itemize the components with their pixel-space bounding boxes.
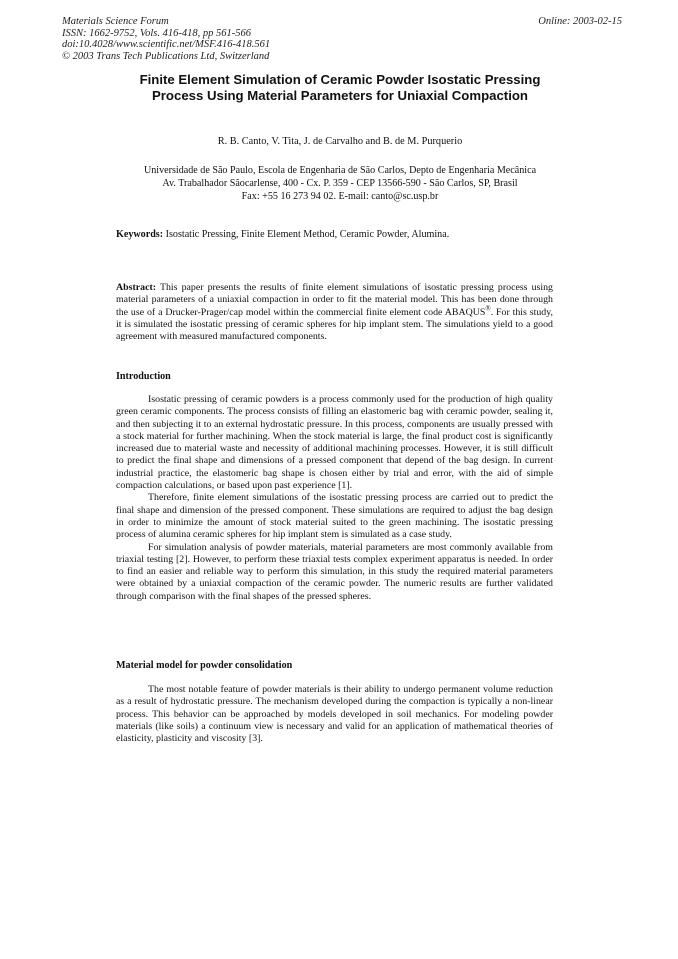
- introduction-body: [116, 394, 553, 603]
- registered-mark: ®: [485, 304, 491, 313]
- abstract-label: Abstract:: [116, 282, 157, 293]
- material-model-body: [116, 684, 553, 745]
- affiliation-contact: Fax: +55 16 273 94 02. E-mail: canto@sc.usp.br: [241, 191, 439, 203]
- keywords: [116, 229, 556, 240]
- abstract: [116, 282, 553, 343]
- journal-issn: ISSN: 1662-9752, Vols. 416-418, pp 561-566: [62, 27, 251, 39]
- journal-header: [62, 16, 622, 62]
- authors: R. B. Canto, V. Tita, J. de Carvalho and B. de M. Purquerio: [217, 136, 463, 147]
- affiliation-line-2: Av. Trabalhador Sãocarlense, 400 - Cx. P. 359 - CEP 13566-590 - São Carlos, SP, Brasil: [162, 178, 518, 190]
- section-heading-material-model: Material model for powder consolidation: [116, 660, 293, 671]
- paper-title: [100, 72, 580, 104]
- abstract-text-a: This paper presents the results of finite element simulations of isostatic pressing process using material parameters of a uniaxial compaction in order to fit the material model. This has been done through the use of a Drucker-Prager/cap model within the commercial finite element code ABAQUS: [116, 282, 553, 318]
- section-heading-introduction: Introduction: [116, 371, 171, 382]
- journal-name: Materials Science Forum: [62, 16, 169, 27]
- intro-paragraph-2: Therefore, finite element simulations of the isostatic pressing process are carried out to predict the final shape and dimension of the pressed component. These simulations are required to adjust the bag design in order to minimize the amount of stock material suited to the green machining. The isostatic pressing process of alumina ceramic spheres for hip implant stem is simulated as a case study.: [116, 492, 553, 541]
- keywords-label: Keywords:: [116, 229, 164, 240]
- intro-paragraph-3: For simulation analysis of powder materials, material parameters are most commonly available from triaxial testing [2]. However, to perform these triaxial tests complex experiment apparatus is needed. In order to find an easier and reliable way to perform this simulation, in this study the required material parameters were obtained by a uniaxial compaction of the ceramic powder. The numeric results are further validated through comparison with the final shapes of the pressed spheres.: [116, 541, 553, 602]
- journal-copyright: © 2003 Trans Tech Publications Ltd, Switzerland: [62, 50, 270, 62]
- intro-paragraph-1: Isostatic pressing of ceramic powders is a process commonly used for the production of high quality green ceramic components. The process consists of filling an elastomeric bag with ceramic powder, sealing it, and then subjecting it to an external hydrostatic pressure. In this process, components are usually pressed with a stock material for further machining. When the stock material is large, the final product cost is significantly increased due to material waste and necessity of additional machining processes. However, it is still difficult to predict the final shape and dimensions of a pressed component that depend of the bag design. In current industrial practice, the elastomeric bag shape is chosen either by trial and error, with the aid of simple compaction calculations, or based upon past experience [1].: [116, 394, 553, 492]
- material-paragraph-1: The most notable feature of powder materials is their ability to undergo permanent volume reduction as a result of hydrostatic pressure. The mechanism developed during the compaction is typically a non-linear process. This behavior can be approached by models developed in soil mechanics. For modeling powder materials (like soils) a continuum view is necessary and valid for an application of mathematical theories of elasticity, plasticity and viscosity [3].: [116, 684, 553, 745]
- online-date: Online: 2003-02-15: [538, 16, 622, 27]
- journal-doi: doi:10.4028/www.scientific.net/MSF.416-418.561: [62, 39, 271, 51]
- abstract-text-b: . For this study, it is simulated the isostatic pressing of ceramic spheres for hip implant stem. The simulations yield to a good agreement with measured manufactured components.: [116, 306, 553, 343]
- title-line-2: Process Using Material Parameters for Uniaxial Compaction: [152, 88, 528, 103]
- title-line-1: Finite Element Simulation of Ceramic Powder Isostatic Pressing: [139, 72, 541, 87]
- affiliation-line-1: Universidade de São Paulo, Escola de Engenharia de São Carlos, Depto de Engenharia Mecânica: [143, 165, 537, 176]
- affiliation: [80, 164, 600, 204]
- keywords-text: Isostatic Pressing, Finite Element Method, Ceramic Powder, Alumina.: [163, 229, 450, 240]
